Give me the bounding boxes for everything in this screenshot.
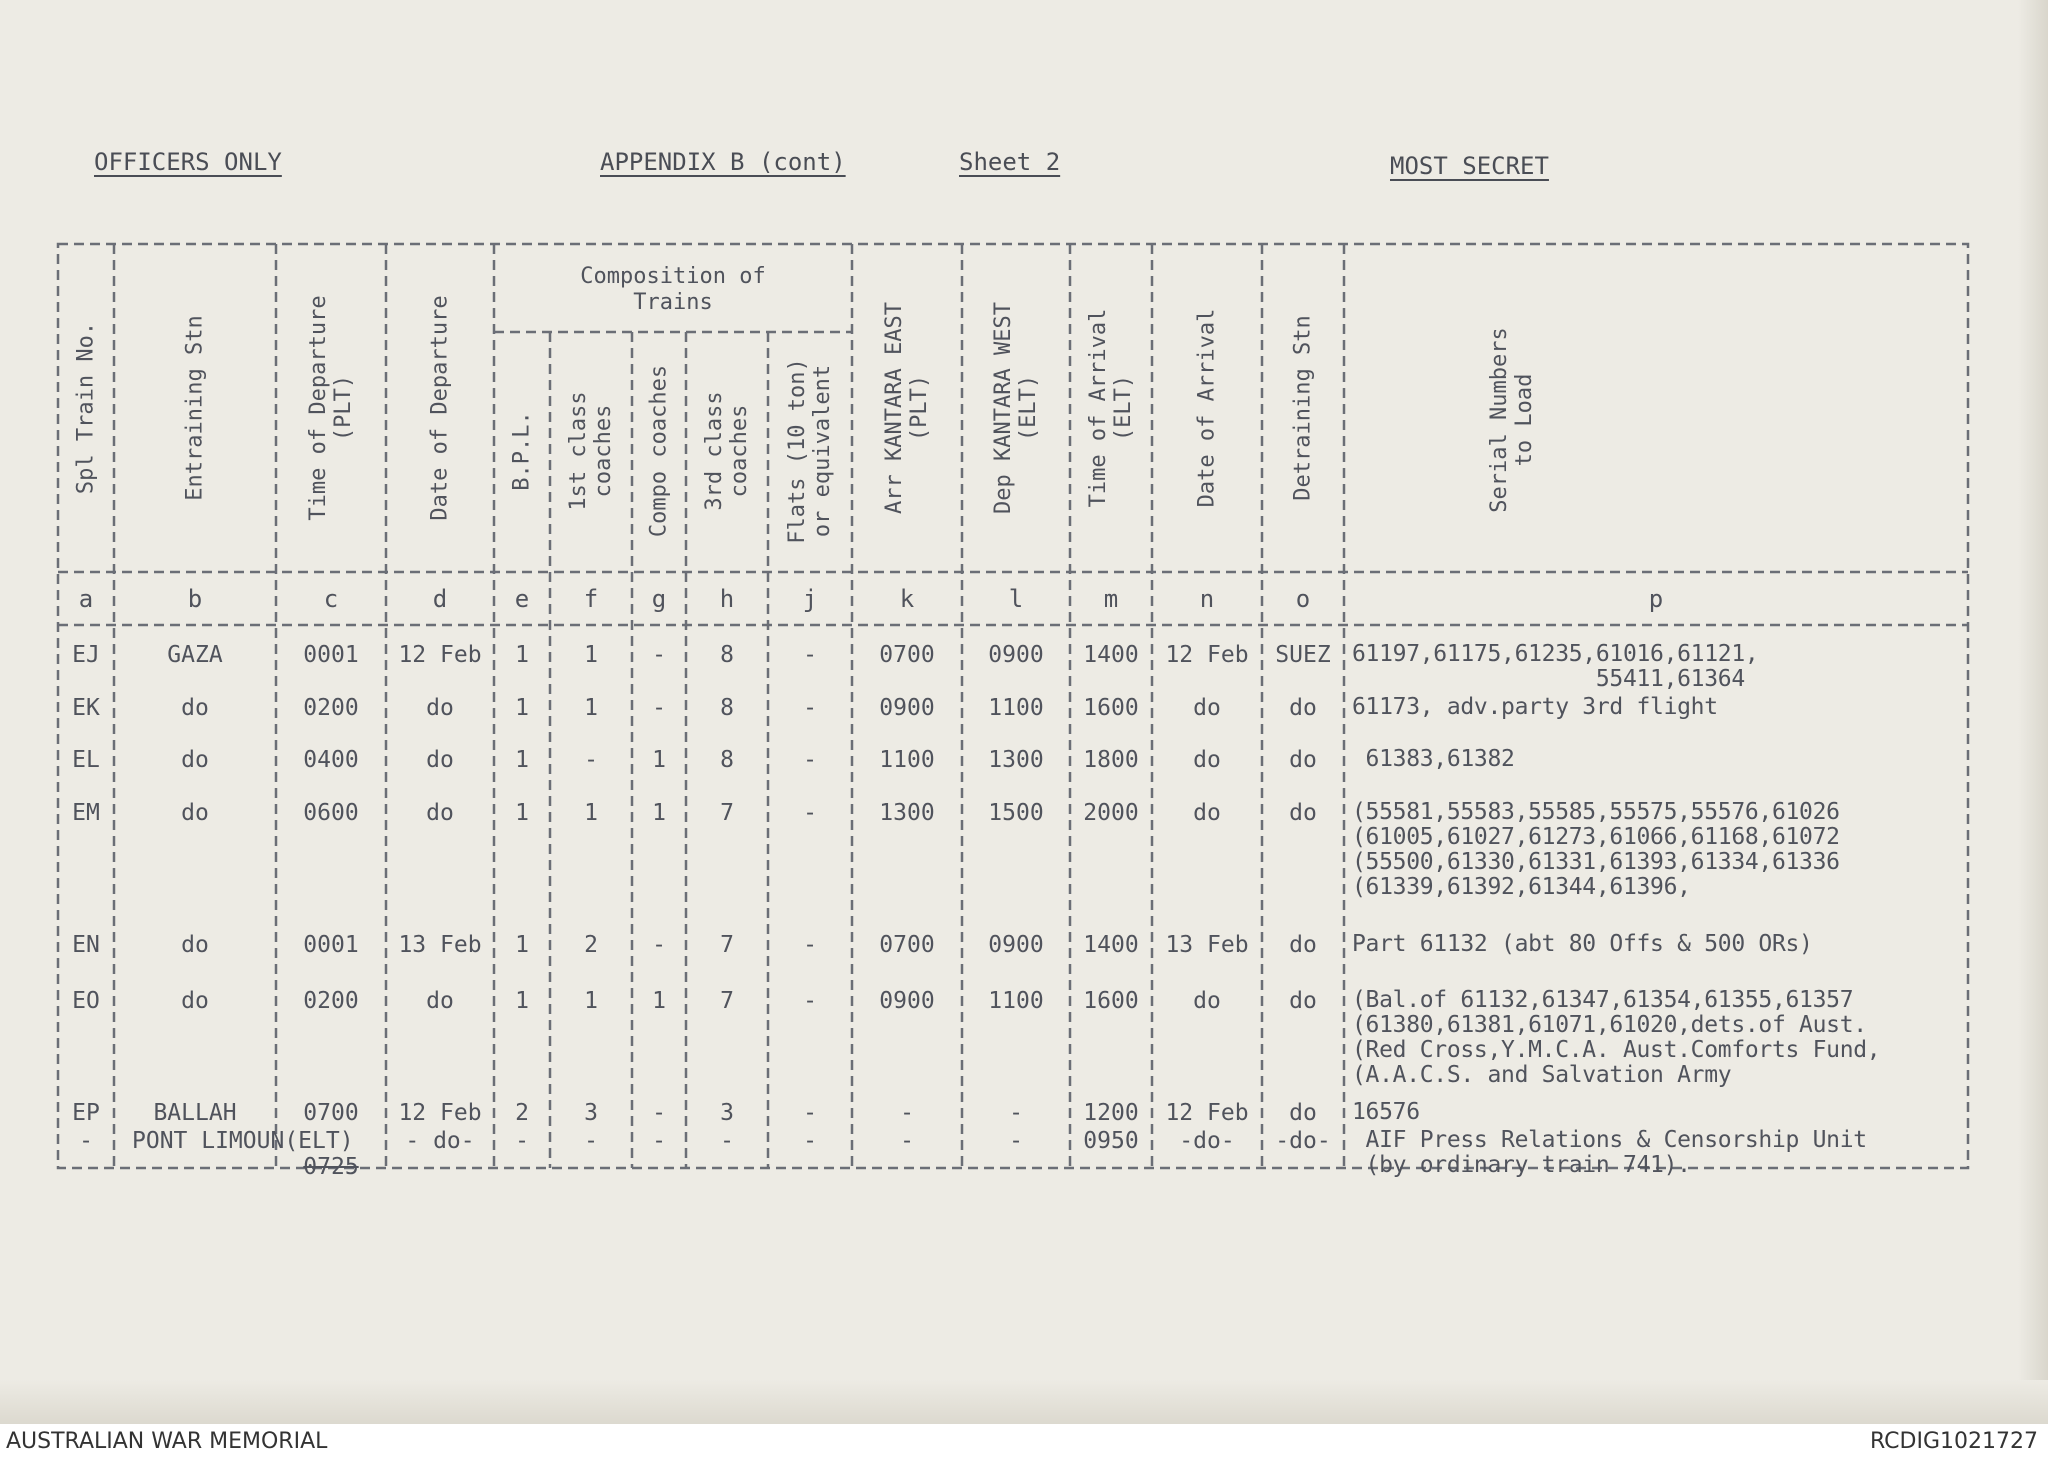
column-heading-d: Date of Departure bbox=[427, 295, 453, 521]
cell-f: 1 bbox=[584, 800, 598, 826]
cell-c: 0200 bbox=[303, 695, 359, 721]
column-letter-l: l bbox=[1008, 585, 1024, 613]
cell-e: 1 bbox=[515, 988, 529, 1014]
appendix-title: APPENDIX B (cont) bbox=[600, 148, 846, 176]
cell-e: 1 bbox=[515, 800, 529, 826]
cell-k: 1300 bbox=[879, 800, 935, 826]
column-heading-l: Dep KANTARA WEST (ELT) bbox=[991, 302, 1041, 514]
cell-k: 0700 bbox=[879, 642, 935, 668]
cell-f: 2 bbox=[584, 932, 598, 958]
cell-p: (55581,55583,55585,55575,55576,61026 (61005,61027,61273,61066,61168,61072 (55500,61330,61331,61393,61334,61336 (61339,61392,61344,61396, bbox=[1352, 799, 1840, 900]
cell-h: 7 bbox=[720, 988, 734, 1014]
cell-h: 7 bbox=[720, 932, 734, 958]
column-letter-f: f bbox=[583, 585, 599, 613]
cell-c: 0400 bbox=[303, 747, 359, 773]
cell-p: (Bal.of 61132,61347,61354,61355,61357 (61380,61381,61071,61020,dets.of Aust. (Red Cross,Y.M.C.A. Aust.Comforts Fund, (A.A.C.S. and Salvation Army bbox=[1352, 987, 1881, 1088]
cell-j: - bbox=[803, 988, 817, 1014]
column-heading-f: 1st class coaches bbox=[566, 391, 616, 511]
cell-a: EO bbox=[72, 988, 100, 1014]
cell-k: 1100 bbox=[879, 747, 935, 773]
cell-g: - bbox=[652, 932, 666, 958]
column-letter-n: n bbox=[1199, 585, 1215, 613]
cell-b: GAZA bbox=[167, 642, 223, 668]
cell-b: BALLAH bbox=[153, 1100, 237, 1126]
column-letter-e: e bbox=[514, 585, 530, 613]
column-heading-m: Time of Arrival (ELT) bbox=[1086, 308, 1136, 508]
cell-f: 1 bbox=[584, 642, 598, 668]
cell-f: - bbox=[584, 747, 598, 773]
sheet-number: Sheet 2 bbox=[959, 148, 1061, 176]
column-letter-o: o bbox=[1295, 585, 1311, 613]
cell-m: 1400 bbox=[1083, 932, 1139, 958]
cell-m: 1400 bbox=[1083, 642, 1139, 668]
cell-g: - bbox=[652, 1100, 666, 1126]
column-heading-o: Detraining Stn bbox=[1290, 315, 1316, 501]
column-heading-j: Flats (10 ton) or equivalent bbox=[785, 358, 835, 544]
cell-n: 12 Feb bbox=[1165, 1100, 1249, 1126]
cell-k: - bbox=[900, 1100, 914, 1126]
cell-b: do bbox=[181, 695, 209, 721]
cell-e: 2 bbox=[515, 1100, 529, 1126]
archive-footer bbox=[0, 1424, 2048, 1462]
column-heading-a: Spl Train No. bbox=[73, 321, 99, 495]
cell-h: - bbox=[720, 1128, 734, 1154]
column-letter-j: j bbox=[802, 585, 818, 613]
cell-h: 7 bbox=[720, 800, 734, 826]
cell-p: 61173, adv.party 3rd flight bbox=[1352, 694, 1718, 720]
column-letter-p: p bbox=[1648, 585, 1664, 613]
column-letter-c: c bbox=[323, 585, 339, 613]
cell-l: 1100 bbox=[988, 988, 1044, 1014]
cell-a: EJ bbox=[72, 642, 100, 668]
cell-l: - bbox=[1009, 1128, 1023, 1154]
composition-group-caption: Composition of Trains bbox=[580, 264, 766, 315]
cell-d: 12 Feb bbox=[398, 642, 482, 668]
cell-n: do bbox=[1193, 747, 1221, 773]
column-letter-g: g bbox=[651, 585, 667, 613]
cell-h: 8 bbox=[720, 695, 734, 721]
cell-n: 12 Feb bbox=[1165, 642, 1249, 668]
cell-b: PONT LIMOUN(ELT) bbox=[132, 1128, 354, 1154]
column-letter-h: h bbox=[719, 585, 735, 613]
cell-f: - bbox=[584, 1128, 598, 1154]
cell-j: - bbox=[803, 1100, 817, 1126]
cell-o: do bbox=[1289, 695, 1317, 721]
cell-o: SUEZ bbox=[1275, 642, 1331, 668]
cell-l: 0900 bbox=[988, 932, 1044, 958]
cell-f: 3 bbox=[584, 1100, 598, 1126]
cell-e: 1 bbox=[515, 932, 529, 958]
cell-b: do bbox=[181, 800, 209, 826]
cell-d: do bbox=[426, 747, 454, 773]
cell-n: do bbox=[1193, 695, 1221, 721]
cell-o: -do- bbox=[1275, 1128, 1331, 1154]
cell-f: 1 bbox=[584, 695, 598, 721]
cell-k: 0900 bbox=[879, 988, 935, 1014]
cell-l: 1300 bbox=[988, 747, 1044, 773]
cell-p: Part 61132 (abt 80 Offs & 500 ORs) bbox=[1352, 931, 1813, 957]
cell-e: 1 bbox=[515, 695, 529, 721]
cell-g: - bbox=[652, 695, 666, 721]
cell-h: 8 bbox=[720, 642, 734, 668]
cell-a: EN bbox=[72, 932, 100, 958]
cell-j: - bbox=[803, 800, 817, 826]
cell-a: - bbox=[79, 1128, 93, 1154]
cell-d: - do- bbox=[405, 1128, 475, 1154]
cell-l: 1500 bbox=[988, 800, 1044, 826]
cell-f: 1 bbox=[584, 988, 598, 1014]
cell-h: 8 bbox=[720, 747, 734, 773]
cell-c: 0200 bbox=[303, 988, 359, 1014]
cell-c: 0001 bbox=[303, 642, 359, 668]
cell-a: EP bbox=[72, 1100, 100, 1126]
cell-l: - bbox=[1009, 1100, 1023, 1126]
cell-l: 0900 bbox=[988, 642, 1044, 668]
archive-name: AUSTRALIAN WAR MEMORIAL bbox=[6, 1429, 328, 1454]
cell-a: EL bbox=[72, 747, 100, 773]
cell-j: - bbox=[803, 1128, 817, 1154]
cell-p: 61383,61382 bbox=[1352, 746, 1515, 772]
cell-g: 1 bbox=[652, 988, 666, 1014]
cell-d: 12 Feb bbox=[398, 1100, 482, 1126]
cell-o: do bbox=[1289, 932, 1317, 958]
cell-m: 1600 bbox=[1083, 988, 1139, 1014]
cell-m: 1200 bbox=[1083, 1100, 1139, 1126]
cell-j: - bbox=[803, 695, 817, 721]
cell-m: 2000 bbox=[1083, 800, 1139, 826]
column-heading-e: B.P.L. bbox=[509, 411, 535, 491]
column-letter-d: d bbox=[432, 585, 448, 613]
cell-c: 0001 bbox=[303, 932, 359, 958]
cell-j: - bbox=[803, 932, 817, 958]
column-letter-m: m bbox=[1103, 585, 1119, 613]
archive-ref: RCDIG1021727 bbox=[1869, 1429, 2038, 1454]
cell-n: -do- bbox=[1179, 1128, 1235, 1154]
cell-b: do bbox=[181, 988, 209, 1014]
column-heading-b: Entraining Stn bbox=[182, 315, 208, 501]
cell-p: 16576 bbox=[1352, 1099, 1420, 1125]
cell-o: do bbox=[1289, 988, 1317, 1014]
column-heading-p: Serial Numbers to Load bbox=[1487, 327, 1537, 513]
cell-k: 0700 bbox=[879, 932, 935, 958]
cell-c: 0700 bbox=[303, 1100, 359, 1126]
cell-d: do bbox=[426, 695, 454, 721]
cell-g: 1 bbox=[652, 747, 666, 773]
column-heading-g: Compo coaches bbox=[646, 364, 672, 538]
cell-g: - bbox=[652, 1128, 666, 1154]
cell-c: 0600 bbox=[303, 800, 359, 826]
column-heading-c: Time of Departure (PLT) bbox=[306, 295, 356, 521]
classification-right: MOST SECRET bbox=[1390, 152, 1549, 180]
cell-p: AIF Press Relations & Censorship Unit (by ordinary train 741). bbox=[1365, 1127, 1867, 1178]
cell-m: 1600 bbox=[1083, 695, 1139, 721]
cell-a: EM bbox=[72, 800, 100, 826]
cell-m: 1800 bbox=[1083, 747, 1139, 773]
cell-k: - bbox=[900, 1128, 914, 1154]
cell-o: do bbox=[1289, 1100, 1317, 1126]
cell-l: 1100 bbox=[988, 695, 1044, 721]
cell-e: 1 bbox=[515, 642, 529, 668]
cell-n: do bbox=[1193, 988, 1221, 1014]
cell-h: 3 bbox=[720, 1100, 734, 1126]
cell-j: - bbox=[803, 747, 817, 773]
cell-b: do bbox=[181, 747, 209, 773]
column-heading-k: Arr KANTARA EAST (PLT) bbox=[882, 302, 932, 514]
cell-g: - bbox=[652, 642, 666, 668]
cell-d: do bbox=[426, 988, 454, 1014]
column-heading-n: Date of Arrival bbox=[1194, 308, 1220, 508]
cell-n: do bbox=[1193, 800, 1221, 826]
cell-k: 0900 bbox=[879, 695, 935, 721]
cell-e: 1 bbox=[515, 747, 529, 773]
cell-a: EK bbox=[72, 695, 100, 721]
cell-o: do bbox=[1289, 800, 1317, 826]
cell-b: do bbox=[181, 932, 209, 958]
cell-d: 13 Feb bbox=[398, 932, 482, 958]
column-heading-h: 3rd class coaches bbox=[702, 391, 752, 511]
cell-j: - bbox=[803, 642, 817, 668]
cell-c: 0725 bbox=[303, 1154, 359, 1180]
column-letter-b: b bbox=[187, 585, 203, 613]
cell-m: 0950 bbox=[1083, 1128, 1139, 1154]
cell-p: 61197,61175,61235,61016,61121, 55411,61364 bbox=[1352, 641, 1759, 692]
cell-d: do bbox=[426, 800, 454, 826]
cell-o: do bbox=[1289, 747, 1317, 773]
cell-g: 1 bbox=[652, 800, 666, 826]
column-letter-a: a bbox=[78, 585, 94, 613]
cell-n: 13 Feb bbox=[1165, 932, 1249, 958]
cell-e: - bbox=[515, 1128, 529, 1154]
classification-left: OFFICERS ONLY bbox=[94, 148, 282, 176]
column-letter-k: k bbox=[899, 585, 915, 613]
